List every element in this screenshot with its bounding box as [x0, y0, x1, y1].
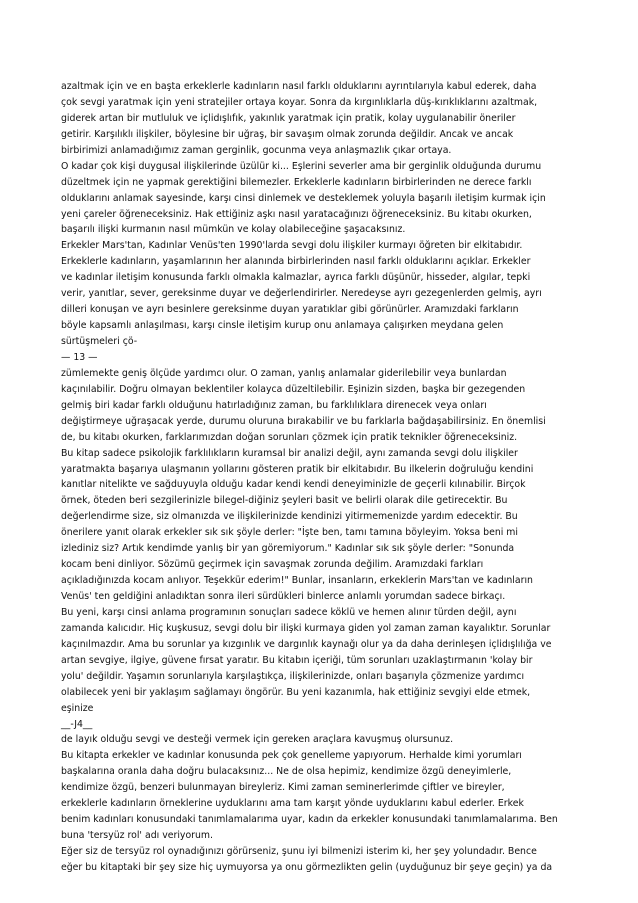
text-line: Bu yeni, karşı cinsi anlama programının sonuçları sadece köklü ve hemen alınır türden değil, aynı	[61, 606, 517, 618]
text-line: kanıtlar nitelikte ve sağduyuyla olduğu kadar kendi kendi deneyiminizle de geçerli kılınabilir. Birçok	[61, 479, 526, 491]
text-line: erkeklerle kadınların örneklerine uyduklarını ama tam karşıt yönde uyduklarını kabul ederler. Erkek	[61, 798, 524, 810]
text-line: artan sevgiye, ilgiye, güvene fırsat yaratır. Bu kitabın içeriği, tüm sorunları uzaklaştırmanın 'kolay bir	[61, 654, 533, 666]
text-line: buna 'tersyüz rol' adı veriyorum.	[61, 830, 213, 842]
text-line: kocam beni dinliyor. Sözümü geçirmek için savaşmak zorunda değilim. Aramızdaki farkları	[61, 559, 484, 571]
text-line: getirir. Karşılıklı ilişkiler, böylesine bir uğraş, bir savaşım olmak zorunda değildir. Ancak ve ancak	[61, 128, 514, 140]
text-line: O kadar çok kişi duygusal ilişkilerinde üzülür ki... Eşlerini severler ama bir gerginlik olduğunda durumu	[61, 160, 542, 172]
text-line: eğer bu kitaptaki bir şey size hiç uymuyorsa ya onu görmezlikten gelin (uyduğunuz bir şeye geçin) ya da	[61, 861, 553, 873]
text-line: böyle kapsamlı anlaşılması, karşı cinsle iletişim kurup onu anlamaya çalışırken meydana gelen	[61, 320, 504, 332]
text-line: giderek artan bir mutluluk ve içlidışlıfık, yakınlık yaratmak için pratik, kolay uygulanabilir öneriler	[61, 112, 516, 124]
text-line: yolu' değildir. Yaşamın sorunlarıyla karşılaştıkça, ilişkilerinizde, onları başarıyla çözmenize yardımcı	[61, 670, 525, 682]
text-line: kaçınılabilir. Doğru olmayan beklentiler kolayca düzeltilebilir. Eşinizin sizden, başka bir gezegenden	[61, 383, 526, 395]
text-line: Eğer siz de tersyüz rol oynadığınızı görürseniz, şunu iyi bilmenizi isterim ki, her şey yolundadır. Bence	[61, 846, 537, 857]
text-line: değerlendirme size, siz olmanızda ve ilişkilerinizde kendinizi yitirmemenizde yardım edecektir. Bu	[61, 511, 518, 523]
text-line: eşinize	[61, 702, 94, 714]
page-marker: de layık olduğu sevgi ve desteği vermek için gereken araçlara kavuşmuş olursunuz.	[61, 734, 454, 746]
text-line: açıkladığınızda kocam anlıyor. Teşekkür ederim!" Bunlar, insanların, erkeklerin Mars'tan ve kadınların	[61, 575, 533, 587]
text-line: gelmiş biri kadar farklı olduğunu hatırladığınız zaman, bu farklılıklara direnecek veya onları	[61, 399, 487, 411]
text-line: __-J4__	[61, 718, 93, 730]
text-line: Erkekler Mars'tan, Kadınlar Venüs'ten 1990'larda sevgi dolu ilişkiler kurmayı öğreten bir elkitabıdır.	[61, 240, 523, 252]
text-line: verir, yanıtlar, sever, gereksinme duyar ve değerlendirirler. Neredeyse ayrı gezegenlerden gelmiş, ayrı	[61, 288, 542, 300]
text-line: başkalarına oranla daha doğru bulacaksınız... Ne de olsa hepimiz, kendimize özgü deneyimlerle,	[61, 766, 512, 778]
text-line: olduklarını anlamak sayesinde, karşı cinsi dinlemek ve desteklemek yoluyla başarılı iletişim kurmak için	[61, 192, 546, 204]
text-line: de, bu kitabı okurken, farklarımızdan doğan sorunları çözmek için pratik teknikler öğreneceksiniz.	[61, 431, 518, 443]
text-line: azaltmak için ve en başta erkeklerle kadınların nasıl farklı olduklarını ayrıntılarıyla kabul ederek, daha	[61, 81, 537, 92]
text-line: Venüs' ten geldiğini anladıktan sonra ileri sürdükleri binlerce anlamlı yorumdan sadece birkaçı.	[61, 591, 506, 602]
text-line: benim kadınları konusundaki tanımlamalarıma uyar, kadın da erkekler konusundaki tanımlamalarıma. Ben	[61, 814, 558, 826]
text-line: düzeltmek için ne yapmak gerektiğini bilemezler. Erkeklerle kadınların birbirlerinden ne derece farklı	[61, 176, 532, 188]
page-number: — 13 —	[61, 351, 98, 363]
text-line: izlediniz siz? Artık kendimde yanlış bir yan göremiyorum." Kadınlar sık sık şöyle derler: "Sonunda	[61, 543, 515, 555]
text-line: başarılı ilişki kurmanın nasıl mümkün ve kolay olabileceğine şaşacaksınız.	[61, 224, 406, 236]
text-line: kendimize özgü, benzeri bulunmayan bireyleriz. Kimi zaman seminerlerimde çiftler ve bireyler,	[61, 782, 505, 794]
body-text	[61, 79, 581, 892]
text-line: zümlemekte geniş ölçüde yardımcı olur. O zaman, yanlış anlamalar giderilebilir veya bunlardan	[61, 367, 507, 379]
text-line: birbirimizi anlamadığımız zaman gerginlik, gocunma veya anlaşmazlık çıkar ortaya.	[61, 144, 452, 156]
text-line: yeni çareler öğreneceksiniz. Hak ettiğiniz aşkı nasıl yaratacağınızı öğreneceksiniz. Bu kitabı okurken,	[61, 208, 532, 220]
text-line: değiştirmeye uğraşacak yerde, durumu oluruna bırakabilir ve bu farklarla bağdaşabilirsiniz. En önemlisi	[61, 415, 546, 427]
text-line: örnek, öteden beri sezgilerinizle bilegel-diğiniz şeyleri basit ve belirli olarak dile getirecektir. Bu	[61, 495, 508, 507]
text-line: kaçınılmazdır. Ama bu sorunlar ya kızgınlık ve dargınlık kaynağı olur ya da daha derinleşen içlidışlılığa ve	[61, 638, 552, 650]
text-line: sürtüşmeleri çö-	[61, 336, 138, 347]
text-line: zamanda kalıcıdır. Hiç kuşkusuz, sevgi dolu bir ilişki kurmaya giden yol zaman zaman kayalıktır. Sorunlar	[61, 622, 551, 634]
text-line: çok sevgi yaratmak için yeni stratejiler ortaya koyar. Sonra da kırgınlıklarla düş-kırıklıklarını azaltmak,	[61, 96, 538, 108]
text-line: önerilere yanıt olarak erkekler sık sık şöyle derler: "İşte ben, tamı tamına böyleyim. Yoksa beni mi	[61, 527, 519, 539]
text-line: yaratmakta başarıya ulaşmanın yollarını gösteren pratik bir elkitabıdır. Bu ilkelerin doğruluğu kendini	[61, 463, 534, 475]
text-line: Bu kitap sadece psikolojik farklılıkların kuramsal bir analizi değil, aynı zamanda sevgi dolu ilişkiler	[61, 447, 518, 459]
text-line: Bu kitapta erkekler ve kadınlar konusunda pek çok genelleme yapıyorum. Herhalde kimi yorumları	[61, 750, 522, 762]
text-line	[61, 876, 581, 892]
text-line: dilleri konuşan ve ayrı besinlere gereksinme duyan yaratıklar gibi görünürler. Aramızdaki farkların	[61, 304, 519, 316]
text-line: Erkeklerle kadınların, yaşamlarının her alanında birbirlerinden nasıl farklı olduklarını açıklar. Erkekler	[61, 256, 531, 268]
text-line: ve kadınlar iletişim konusunda farklı olmakla kalmazlar, ayrıca farklı düşünür, hisseder, algılar, tepki	[61, 272, 531, 284]
text-line: olabilecek yeni bir yaklaşım sağlamayı öngörür. Bu yeni kazanımla, hak ettiğiniz sevgiyi elde etmek,	[61, 686, 531, 698]
